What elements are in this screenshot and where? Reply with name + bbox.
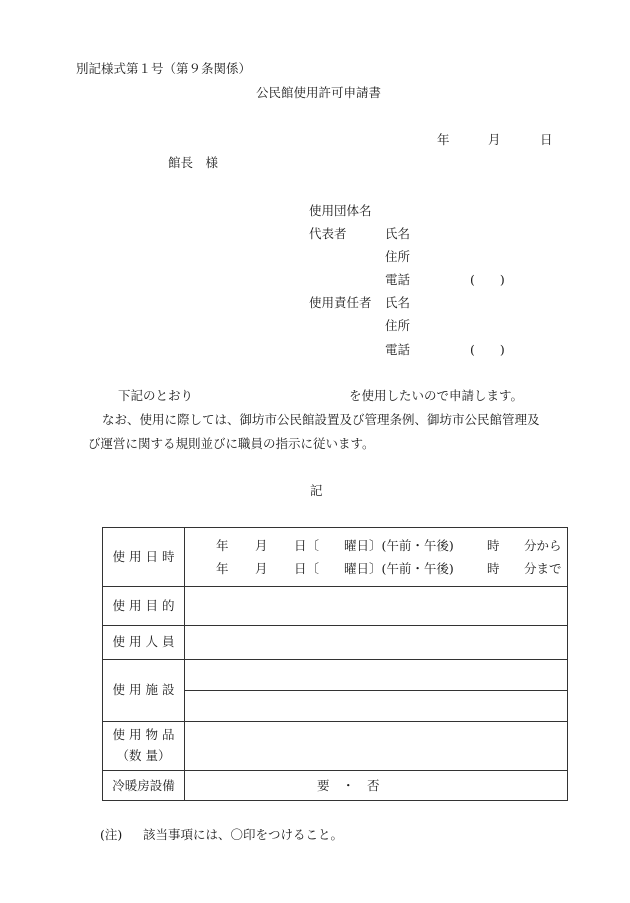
from-weekday-ampm: 曜日〕(午前・午後) [344,538,454,553]
table-column-separator [184,528,185,800]
table-row-divider [103,721,567,722]
table-row-divider [103,625,567,626]
from-year-label: 年 [216,538,229,553]
body-line1-end: を使用したいので申請します。 [349,388,524,403]
table-row-divider [103,770,567,771]
row-label-facility: 使 用 施 設 [112,682,175,697]
until-weekday-ampm: 曜日〕(午前・午後) [344,561,454,576]
group-name-label: 使用団体名 [309,203,372,218]
row-label-datetime: 使 用 日 時 [112,549,175,564]
until-hour-label: 時 [487,561,500,576]
ki-heading: 記 [310,483,323,498]
table-row-divider [103,659,567,660]
representative-name-label: 氏名 [385,226,411,241]
responsible-label: 使用責任者 [309,295,372,310]
row-label-items-qty: （数 量） [116,748,171,763]
from-day-label: 日〔 [294,538,320,553]
representative-phone-label: 電話 [385,272,411,287]
from-minute-label: 分から [524,538,562,553]
responsible-phone-parens: ( ) [470,342,505,357]
responsible-address-label: 住所 [385,318,411,333]
table-row-divider [103,586,567,587]
addressee: 館長 様 [168,155,219,170]
note-text: 該当事項には、〇印をつけること。 [143,827,344,842]
row-label-purpose: 使 用 目 的 [112,598,175,613]
body-line2: なお、使用に際しては、御坊市公民館設置及び管理条例、御坊市公民館管理及 [102,412,540,427]
responsible-phone-label: 電話 [385,342,411,357]
usage-details-table [102,527,568,801]
representative-address-label: 住所 [385,249,411,264]
responsible-name-label: 氏名 [385,295,411,310]
representative-label: 代表者 [309,226,347,241]
table-subrow-divider [184,690,567,691]
representative-phone-parens: ( ) [470,272,505,287]
row-label-aircon: 冷暖房設備 [112,778,175,793]
until-day-label: 日〔 [294,561,320,576]
until-minute-label: 分まで [524,561,562,576]
form-title: 公民館使用許可申請書 [256,85,382,100]
body-line1-start: 下記のとおり [118,388,194,403]
date-year-label: 年 [437,132,450,147]
until-month-label: 月 [255,561,268,576]
from-month-label: 月 [255,538,268,553]
from-hour-label: 時 [487,538,500,553]
row-label-items: 使 用 物 品 [112,727,175,742]
row-label-people: 使 用 人 員 [112,634,175,649]
until-year-label: 年 [216,561,229,576]
date-month-label: 月 [488,132,501,147]
date-day-label: 日 [540,132,553,147]
aircon-yes-no: 要 ・ 否 [317,778,380,793]
form-number: 別記様式第１号（第９条関係） [76,61,252,76]
body-line3: び運営に関する規則並びに職員の指示に従います。 [88,436,375,451]
note-label: (注) [100,827,123,842]
